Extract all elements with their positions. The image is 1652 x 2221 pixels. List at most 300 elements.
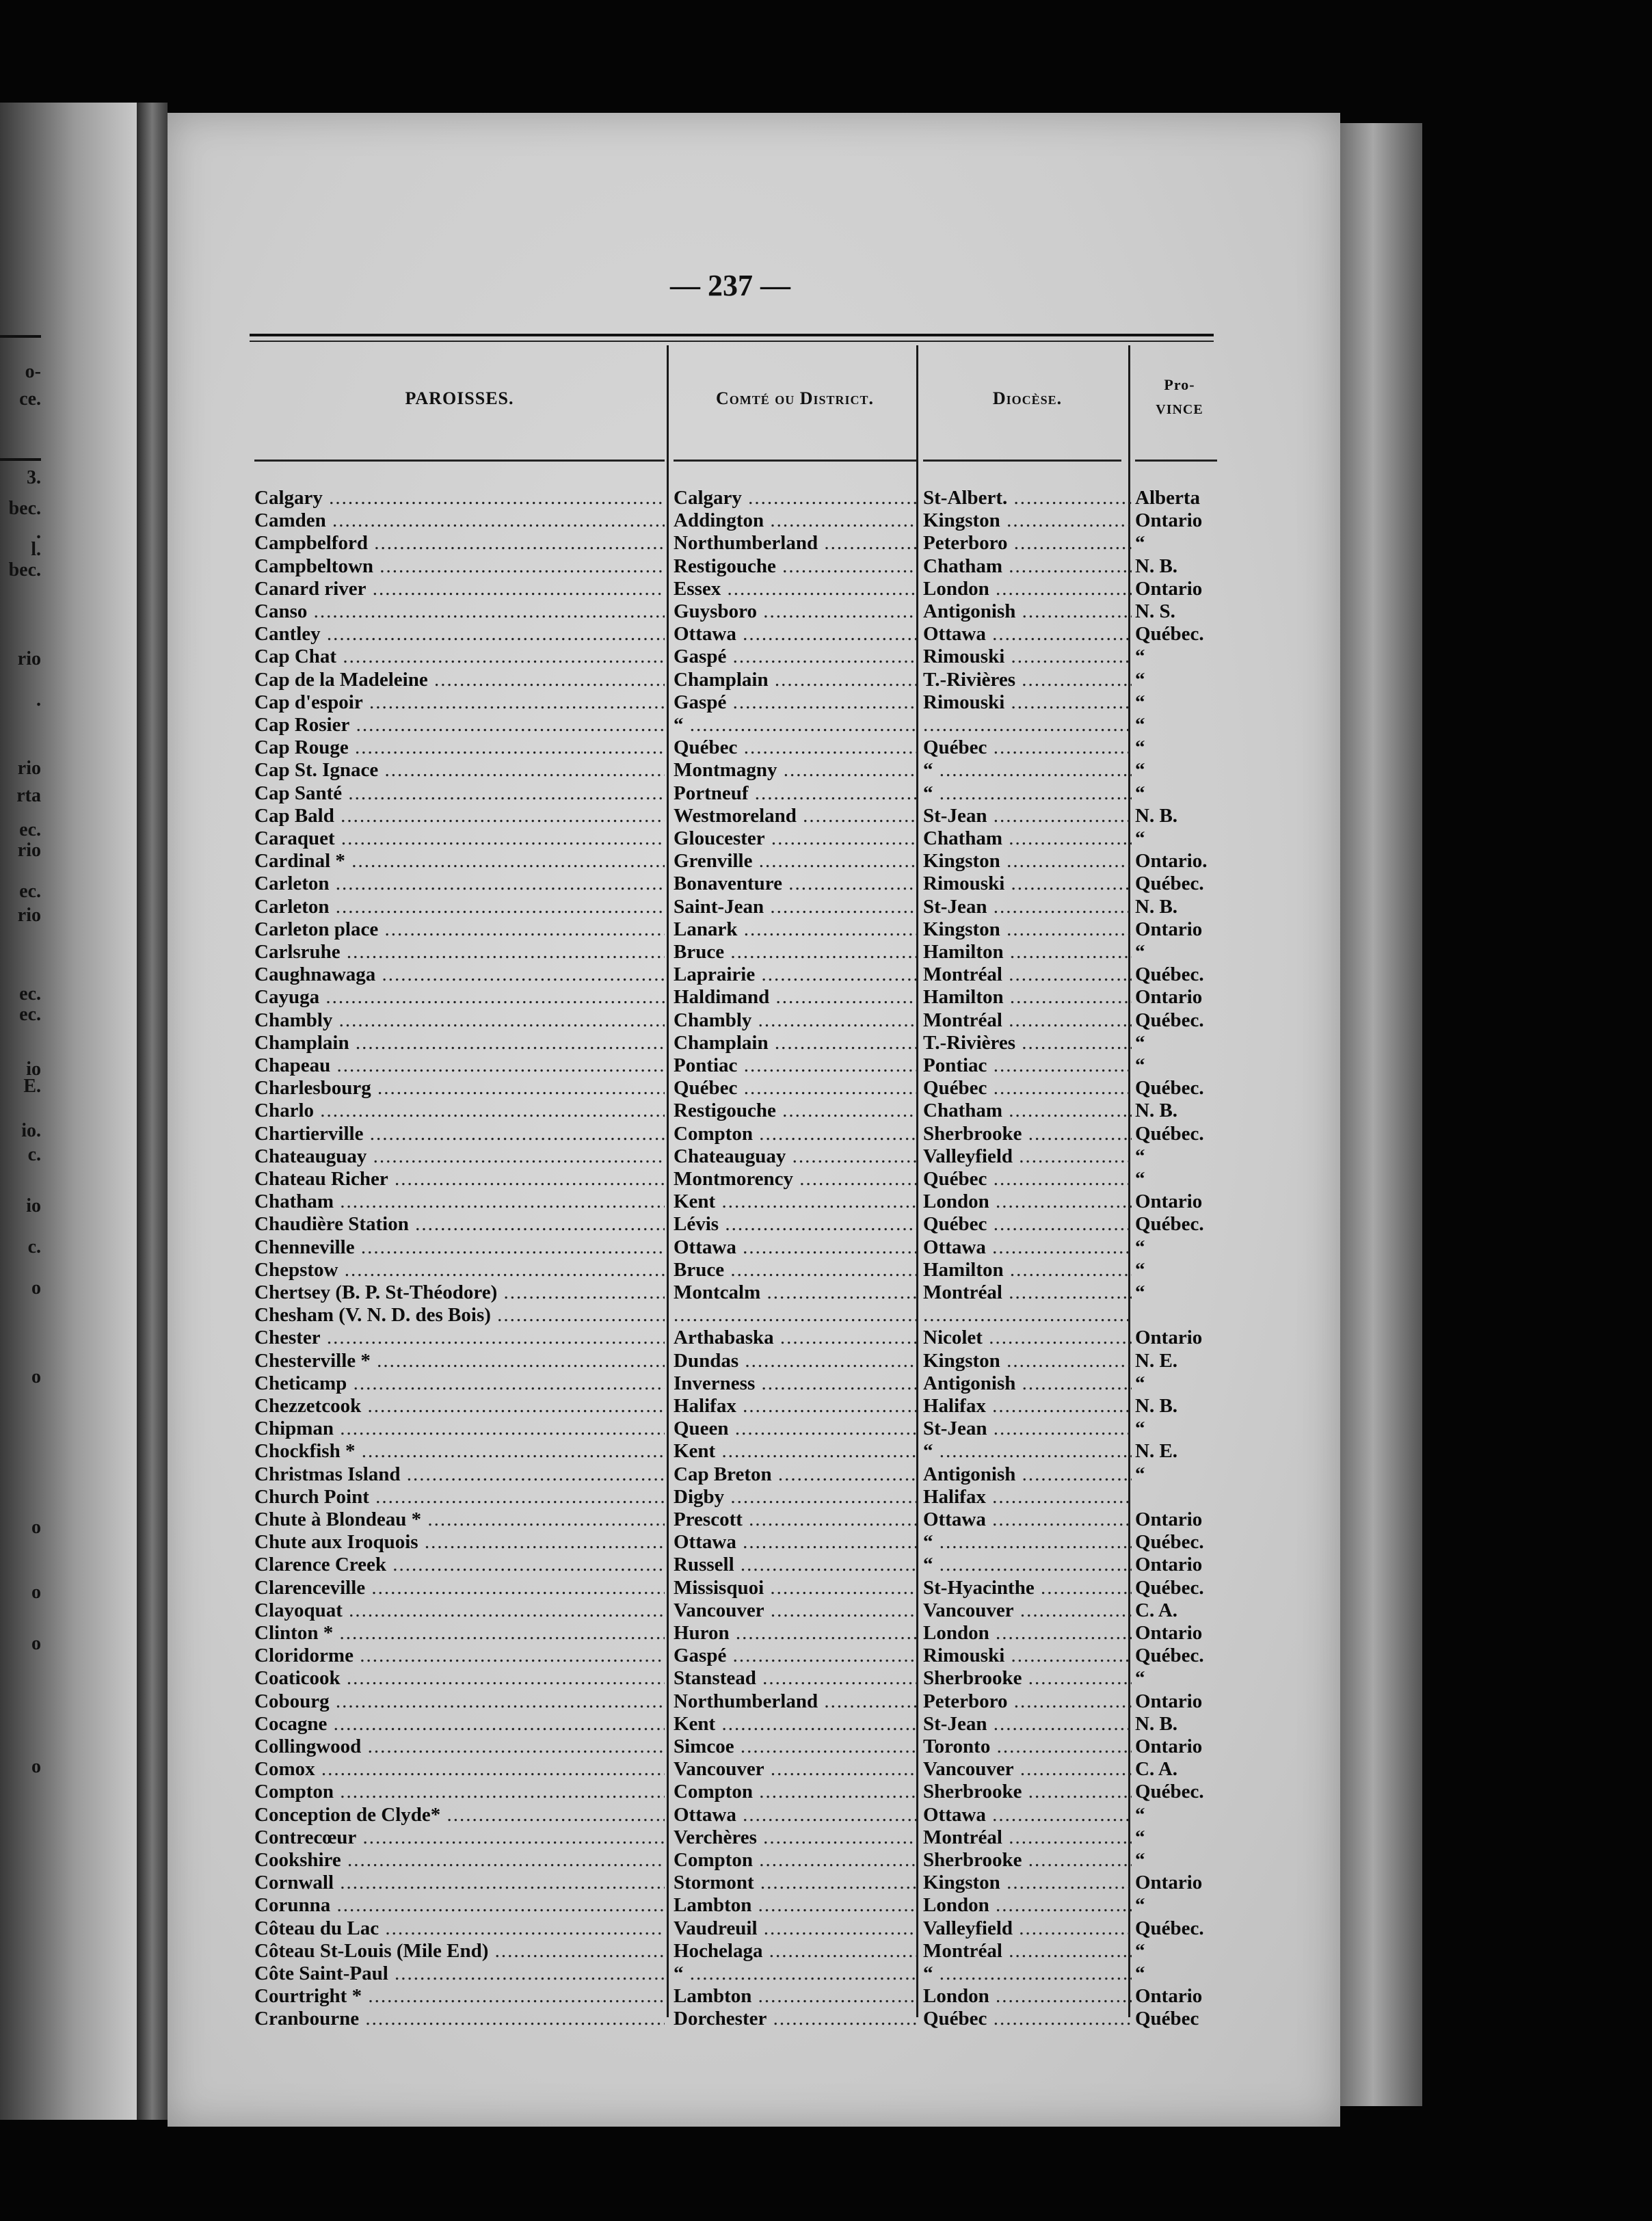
- parish-cell: Cap Rosier .....: [254, 714, 665, 736]
- province-cell: “: [1135, 1667, 1145, 1689]
- left-page-text-fragment: o-: [25, 361, 41, 382]
- table-row: [0, 896, 1231, 918]
- parish-cell: Chockfish * .....: [254, 1440, 665, 1463]
- province-cell: “: [1135, 736, 1145, 758]
- county-cell: Lambton .....: [674, 1894, 916, 1917]
- table-row: [0, 623, 1231, 646]
- left-page-text-fragment: bec.: [8, 498, 41, 519]
- table-row: [0, 1599, 1231, 1622]
- province-cell: N. B.: [1135, 1100, 1178, 1121]
- diocese-cell: St-Albert. .....: [923, 487, 1132, 509]
- diocese-cell: Hamilton .....: [923, 986, 1132, 1009]
- province-cell: “: [1135, 1145, 1145, 1167]
- county-cell: Northumberland .....: [674, 532, 916, 555]
- province-cell: “: [1135, 1826, 1145, 1848]
- parish-cell: Carleton .....: [254, 873, 665, 895]
- table-row: [0, 1781, 1231, 1803]
- county-cell: Chambly .....: [674, 1009, 916, 1032]
- diocese-cell: Halifax .....: [923, 1395, 1132, 1418]
- diocese-cell: Hamilton .....: [923, 941, 1132, 963]
- parish-cell: Courtright * .....: [254, 1985, 665, 2008]
- parish-cell: Cap Santé .....: [254, 782, 665, 805]
- province-cell: “: [1135, 827, 1145, 849]
- table-row: [0, 1508, 1231, 1531]
- table-row: [0, 1872, 1231, 1894]
- parish-cell: Chipman .....: [254, 1418, 665, 1440]
- county-cell: [674, 1304, 916, 1327]
- parish-cell: Compton .....: [254, 1781, 665, 1803]
- table-row: [0, 983, 1231, 1009]
- county-cell: Vancouver .....: [674, 1599, 916, 1622]
- county-cell: Halifax .....: [674, 1395, 916, 1418]
- province-cell: Ontario.: [1135, 850, 1208, 872]
- county-cell: Champlain .....: [674, 1032, 916, 1054]
- header-rule: [674, 460, 916, 462]
- diocese-cell: Montréal .....: [923, 1009, 1132, 1032]
- parish-cell: Chute à Blondeau * .....: [254, 1508, 665, 1531]
- table-row: [0, 1277, 1231, 1304]
- parish-cell: Cookshire .....: [254, 1849, 665, 1872]
- left-page-text-fragment: 3.: [27, 467, 41, 488]
- left-page-rule: [0, 458, 41, 461]
- diocese-cell: Chatham .....: [923, 1100, 1132, 1122]
- county-cell: Dorchester .....: [674, 2008, 916, 2030]
- diocese-cell: Halifax .....: [923, 1486, 1132, 1508]
- left-page-text-fragment: o: [31, 1582, 41, 1603]
- parish-cell: Côteau St-Louis (Mile End) .....: [254, 1940, 665, 1963]
- county-cell: Lanark .....: [674, 918, 916, 941]
- left-page-text-fragment: o: [31, 1517, 41, 1538]
- table-row: [0, 850, 1231, 873]
- province-cell: N. E.: [1135, 1440, 1178, 1462]
- table-row: [0, 1667, 1231, 1690]
- left-page-text-fragment: E.: [23, 1076, 41, 1097]
- county-cell: Gaspé .....: [674, 691, 916, 714]
- table-row: [0, 1395, 1231, 1418]
- county-cell: Montcalm .....: [674, 1281, 916, 1304]
- county-cell: Bonaventure .....: [674, 873, 916, 895]
- diocese-cell: Peterboro .....: [923, 1690, 1132, 1713]
- parish-cell: Canso .....: [254, 600, 665, 623]
- table-row: [0, 1917, 1231, 1940]
- table-row: [0, 1713, 1231, 1735]
- county-cell: Hochelaga .....: [674, 1940, 916, 1963]
- left-page-text-fragment: .: [36, 689, 41, 710]
- province-cell: Québec.: [1135, 1077, 1204, 1099]
- province-cell: “: [1135, 1054, 1145, 1076]
- province-cell: “: [1135, 1168, 1145, 1190]
- table-row: [0, 1440, 1231, 1463]
- table-row: [0, 1236, 1231, 1259]
- province-cell: “: [1135, 646, 1145, 667]
- left-page-text-fragment: ce.: [19, 388, 41, 410]
- diocese-cell: Rimouski .....: [923, 691, 1132, 714]
- diocese-cell: Kingston .....: [923, 1872, 1132, 1894]
- parish-cell: Chaudière Station .....: [254, 1213, 665, 1236]
- diocese-cell: Nicolet .....: [923, 1327, 1132, 1349]
- province-cell: “: [1135, 1259, 1145, 1281]
- county-cell: Kent .....: [674, 1191, 916, 1213]
- diocese-cell: Ottawa .....: [923, 1804, 1132, 1826]
- left-page-text-fragment: io.: [21, 1120, 41, 1141]
- top-rule: [250, 334, 1214, 336]
- parish-cell: Cheticamp .....: [254, 1372, 665, 1395]
- diocese-cell: St-Jean .....: [923, 896, 1132, 918]
- table-row: [0, 759, 1231, 782]
- parish-cell: Chatham .....: [254, 1191, 665, 1213]
- county-cell: Compton .....: [674, 1849, 916, 1872]
- province-cell: Ontario: [1135, 1872, 1203, 1893]
- county-cell: “ .....: [674, 714, 916, 736]
- province-cell: N. B.: [1135, 805, 1178, 827]
- diocese-cell: Québec .....: [923, 2008, 1132, 2030]
- diocese-cell: “ .....: [923, 782, 1132, 805]
- table-row: [0, 1327, 1231, 1349]
- diocese-cell: Kingston .....: [923, 509, 1132, 532]
- diocese-cell: Hamilton .....: [923, 1259, 1132, 1281]
- county-cell: Portneuf .....: [674, 782, 916, 805]
- table-row: [0, 1009, 1231, 1032]
- left-page-rule: [0, 335, 41, 338]
- diocese-cell: Peterboro .....: [923, 532, 1132, 555]
- county-cell: Missisquoi .....: [674, 1577, 916, 1599]
- table-row: [0, 669, 1231, 691]
- province-cell: Alberta: [1135, 487, 1201, 509]
- diocese-cell: Chatham .....: [923, 555, 1132, 578]
- county-cell: Gaspé .....: [674, 1645, 916, 1667]
- page-edges: [1340, 123, 1422, 2106]
- province-cell: “: [1135, 1032, 1145, 1054]
- county-cell: Québec .....: [674, 736, 916, 759]
- table-row: [0, 1622, 1231, 1645]
- diocese-cell: St-Jean .....: [923, 1418, 1132, 1440]
- parish-cell: Chute aux Iroquois .....: [254, 1531, 665, 1554]
- parish-cell: Chenneville .....: [254, 1236, 665, 1259]
- left-page-text-fragment: rio: [17, 648, 41, 669]
- table-row: [0, 873, 1231, 895]
- province-cell: Ontario: [1135, 1985, 1203, 2007]
- county-cell: Queen .....: [674, 1418, 916, 1440]
- parish-cell: Caraquet .....: [254, 827, 665, 850]
- table-row: [0, 1350, 1231, 1372]
- province-cell: Québec.: [1135, 1531, 1204, 1553]
- diocese-cell: Montréal .....: [923, 1281, 1132, 1304]
- diocese-cell: Valleyfield .....: [923, 1145, 1132, 1168]
- table-row: [0, 1486, 1231, 1508]
- province-cell: Québec.: [1135, 1577, 1204, 1599]
- diocese-cell: Montréal .....: [923, 1826, 1132, 1849]
- province-cell: Québec.: [1135, 1009, 1204, 1031]
- diocese-cell: Kingston .....: [923, 918, 1132, 941]
- parish-cell: Canard river .....: [254, 578, 665, 600]
- diocese-cell: [923, 1304, 1132, 1327]
- parish-cell: Chester .....: [254, 1327, 665, 1349]
- county-cell: Digby .....: [674, 1486, 916, 1508]
- diocese-cell: Rimouski .....: [923, 873, 1132, 895]
- county-cell: Montmorency .....: [674, 1168, 916, 1191]
- diocese-cell: Québec .....: [923, 736, 1132, 759]
- county-cell: “ .....: [674, 1963, 916, 1985]
- province-cell: N. B.: [1135, 555, 1178, 577]
- parish-cell: Côte Saint-Paul .....: [254, 1963, 665, 1985]
- parish-cell: Campbelford .....: [254, 532, 665, 555]
- county-cell: Vancouver .....: [674, 1758, 916, 1781]
- parish-cell: Chateau Richer .....: [254, 1168, 665, 1191]
- diocese-cell: St-Hyacinthe .....: [923, 1577, 1132, 1599]
- county-cell: Gaspé .....: [674, 646, 916, 668]
- diocese-cell: T.-Rivières .....: [923, 1032, 1132, 1054]
- parish-cell: Carleton .....: [254, 896, 665, 918]
- county-cell: Simcoe .....: [674, 1735, 916, 1758]
- province-cell: “: [1135, 1849, 1145, 1871]
- column-header-province-line1: Pro-: [1164, 376, 1195, 393]
- diocese-cell: T.-Rivières .....: [923, 669, 1132, 691]
- table-row: [0, 1940, 1231, 1963]
- province-cell: C. A.: [1135, 1599, 1178, 1621]
- parish-cell: Chesham (V. N. D. des Bois) .....: [254, 1304, 665, 1327]
- diocese-cell: [923, 714, 1132, 736]
- county-cell: Dundas .....: [674, 1350, 916, 1372]
- table-row: [0, 691, 1231, 714]
- province-cell: “: [1135, 691, 1145, 713]
- parish-cell: Camden .....: [254, 509, 665, 532]
- diocese-cell: Antigonish .....: [923, 1372, 1132, 1395]
- parish-cell: Chartierville .....: [254, 1123, 665, 1145]
- province-cell: C. A.: [1135, 1758, 1178, 1780]
- table-row: [0, 1645, 1231, 1667]
- diocese-cell: Rimouski .....: [923, 1645, 1132, 1667]
- table-row: [0, 1372, 1231, 1395]
- diocese-cell: “ .....: [923, 1440, 1132, 1463]
- left-page-text-fragment: c.: [27, 1144, 41, 1165]
- left-page-text-fragment: rio: [17, 905, 41, 926]
- province-cell: Québec.: [1135, 873, 1204, 894]
- table-row: [0, 555, 1231, 581]
- table-row: [0, 532, 1231, 555]
- top-rule-thin: [250, 341, 1214, 342]
- county-cell: Inverness .....: [674, 1372, 916, 1395]
- parish-cell: Champlain .....: [254, 1032, 665, 1054]
- parish-cell: Charlesbourg .....: [254, 1077, 665, 1100]
- table-row: [0, 1418, 1231, 1440]
- province-cell: Québec.: [1135, 623, 1204, 645]
- left-page-text-fragment: o: [31, 1633, 41, 1654]
- left-page-text-fragment: o: [31, 1756, 41, 1777]
- table-row: [0, 1120, 1231, 1145]
- province-cell: N. E.: [1135, 1350, 1178, 1372]
- province-cell: “: [1135, 782, 1145, 804]
- table-row: [0, 1100, 1231, 1122]
- table-row: [0, 2008, 1231, 2030]
- province-cell: Québec.: [1135, 1781, 1204, 1803]
- parish-cell: Chepstow .....: [254, 1259, 665, 1281]
- left-page-text-fragment: c.: [27, 1236, 41, 1258]
- table-row: [0, 1054, 1231, 1080]
- table-row: [0, 827, 1231, 850]
- table-row: [0, 1735, 1231, 1758]
- diocese-cell: Valleyfield .....: [923, 1917, 1132, 1940]
- county-cell: Montmagny .....: [674, 759, 916, 782]
- county-cell: Westmoreland .....: [674, 805, 916, 827]
- left-page-text-fragment: ec.: [19, 983, 41, 1005]
- table-row: [0, 1191, 1231, 1213]
- table-row: [0, 1168, 1231, 1191]
- parish-cell: Cap Rouge .....: [254, 736, 665, 759]
- table-row: [0, 1894, 1231, 1917]
- province-cell: “: [1135, 759, 1145, 781]
- county-cell: Bruce .....: [674, 1259, 916, 1281]
- parish-cell: Campbeltown .....: [254, 555, 665, 578]
- diocese-cell: Antigonish .....: [923, 600, 1132, 623]
- left-page-text-fragment: o: [31, 1366, 41, 1387]
- province-cell: “: [1135, 1894, 1145, 1916]
- left-page-text-fragment: bec.: [8, 559, 41, 581]
- county-cell: Lambton .....: [674, 1985, 916, 2008]
- province-cell: “: [1135, 1804, 1145, 1826]
- province-cell: N. B.: [1135, 1395, 1178, 1417]
- county-cell: Pontiac .....: [674, 1054, 916, 1077]
- parish-cell: Calgary .....: [254, 487, 665, 509]
- diocese-cell: Rimouski .....: [923, 646, 1132, 668]
- province-cell: Québec.: [1135, 1917, 1204, 1939]
- parish-cell: Chesterville * .....: [254, 1350, 665, 1372]
- table-row: [0, 963, 1231, 986]
- parish-cell: Cocagne .....: [254, 1713, 665, 1735]
- parish-cell: Chateauguay .....: [254, 1145, 665, 1168]
- left-page-text-fragment: rio: [17, 840, 41, 861]
- parish-cell: Cap Bald .....: [254, 805, 665, 827]
- diocese-cell: St-Jean .....: [923, 1713, 1132, 1735]
- parish-cell: Cobourg .....: [254, 1690, 665, 1713]
- diocese-cell: Ottawa .....: [923, 1236, 1132, 1259]
- table-row: [0, 941, 1231, 963]
- parish-cell: Caughnawaga .....: [254, 963, 665, 986]
- table-row: [0, 1690, 1231, 1713]
- province-cell: Ontario: [1135, 1508, 1203, 1530]
- table-row: [0, 714, 1231, 736]
- province-cell: “: [1135, 1418, 1145, 1439]
- county-cell: Kent .....: [674, 1713, 916, 1735]
- table-row: [0, 782, 1231, 805]
- province-cell: Ontario: [1135, 1690, 1203, 1712]
- left-page-text-fragment: o: [31, 1277, 41, 1299]
- parish-cell: Collingwood .....: [254, 1735, 665, 1758]
- county-cell: Calgary .....: [674, 487, 916, 509]
- diocese-cell: Québec .....: [923, 1077, 1132, 1100]
- table-row: [0, 578, 1231, 600]
- table-row: [0, 1259, 1231, 1281]
- table-row: [0, 1804, 1231, 1826]
- diocese-cell: Vancouver .....: [923, 1758, 1132, 1781]
- parish-cell: Cornwall .....: [254, 1872, 665, 1894]
- diocese-cell: London .....: [923, 1985, 1132, 2008]
- province-cell: Québec.: [1135, 1645, 1204, 1666]
- parish-cell: Carlsruhe .....: [254, 941, 665, 963]
- left-page-text-fragment: io: [26, 1195, 41, 1216]
- county-cell: Bruce .....: [674, 941, 916, 963]
- diocese-cell: “ .....: [923, 1554, 1132, 1576]
- province-cell: Ontario: [1135, 986, 1203, 1008]
- left-page-text-fragment: io: [26, 1059, 41, 1080]
- left-page-text-fragment: ec.: [19, 881, 41, 902]
- county-cell: Arthabaska .....: [674, 1327, 916, 1349]
- county-cell: Grenville .....: [674, 850, 916, 873]
- parish-cell: Cap de la Madeleine .....: [254, 669, 665, 691]
- province-cell: Ontario: [1135, 1554, 1203, 1575]
- parish-cell: Cranbourne .....: [254, 2008, 665, 2030]
- province-cell: “: [1135, 1281, 1145, 1303]
- province-cell: “: [1135, 669, 1145, 691]
- diocese-cell: London .....: [923, 1622, 1132, 1645]
- parish-cell: Cloridorme .....: [254, 1645, 665, 1667]
- county-cell: Essex .....: [674, 578, 916, 600]
- province-cell: Ontario: [1135, 918, 1203, 940]
- county-cell: Huron .....: [674, 1622, 916, 1645]
- table-row: [0, 600, 1231, 623]
- parish-cell: Christmas Island .....: [254, 1463, 665, 1486]
- diocese-cell: Sherbrooke .....: [923, 1123, 1132, 1145]
- province-cell: N. B.: [1135, 1713, 1178, 1735]
- diocese-cell: Ottawa .....: [923, 623, 1132, 646]
- parish-cell: Clinton * .....: [254, 1622, 665, 1645]
- province-cell: “: [1135, 941, 1145, 963]
- left-page-text-fragment: .: [36, 522, 41, 543]
- table-row: [0, 1577, 1231, 1599]
- diocese-cell: St-Jean .....: [923, 805, 1132, 827]
- left-page-text-fragment: ec.: [19, 819, 41, 840]
- county-cell: Laprairie .....: [674, 963, 916, 986]
- county-cell: Prescott .....: [674, 1508, 916, 1531]
- county-cell: Verchères .....: [674, 1826, 916, 1849]
- county-cell: Ottawa .....: [674, 623, 916, 646]
- table-row: [0, 736, 1231, 759]
- diocese-cell: London .....: [923, 1894, 1132, 1917]
- province-cell: Québec.: [1135, 963, 1204, 985]
- county-cell: Addington .....: [674, 509, 916, 532]
- column-header-province-line2: VINCE: [1156, 402, 1203, 417]
- province-cell: “: [1135, 714, 1145, 736]
- parish-cell: Cayuga .....: [254, 986, 665, 1009]
- diocese-cell: “ .....: [923, 1531, 1132, 1554]
- diocese-cell: Ottawa .....: [923, 1508, 1132, 1531]
- parish-cell: Cap Chat .....: [254, 646, 665, 668]
- table-row: [0, 1985, 1231, 2008]
- county-cell: Compton .....: [674, 1123, 916, 1145]
- table-row: [0, 1304, 1231, 1327]
- county-cell: Restigouche .....: [674, 1100, 916, 1122]
- county-cell: Québec .....: [674, 1077, 916, 1100]
- diocese-cell: “ .....: [923, 1963, 1132, 1985]
- diocese-cell: Kingston .....: [923, 850, 1132, 873]
- page-number: — 237 —: [670, 269, 790, 302]
- parish-cell: Cap St. Ignace .....: [254, 759, 665, 782]
- header-rule: [923, 460, 1121, 462]
- parish-cell: Chambly .....: [254, 1009, 665, 1032]
- column-header-parish: PAROISSES.: [405, 388, 514, 408]
- province-cell: N. S.: [1135, 600, 1175, 622]
- county-cell: Cap Breton .....: [674, 1463, 916, 1486]
- diocese-cell: Pontiac .....: [923, 1054, 1132, 1077]
- parish-cell: Coaticook .....: [254, 1667, 665, 1690]
- left-page-text-fragment: rio: [17, 758, 41, 779]
- left-page-text-fragment: rta: [16, 785, 41, 806]
- parish-cell: Chezzetcook .....: [254, 1395, 665, 1418]
- table-row: [0, 1032, 1231, 1054]
- parish-cell: Cantley .....: [254, 623, 665, 646]
- table-row: [0, 1963, 1231, 1985]
- column-header-diocese: Diocèse.: [992, 388, 1063, 408]
- diocese-cell: Sherbrooke .....: [923, 1667, 1132, 1690]
